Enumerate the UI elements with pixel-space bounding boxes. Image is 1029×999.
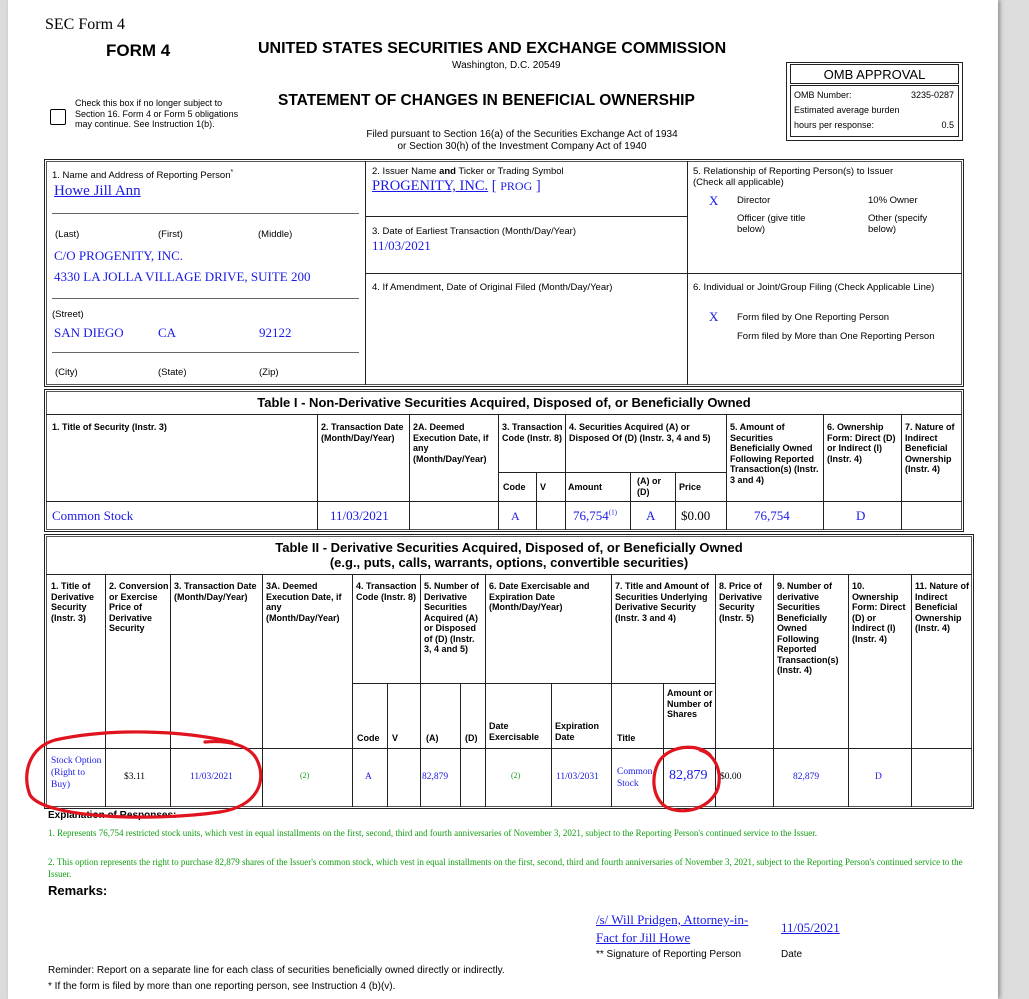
t1-h7: 7. Nature of Indirect Beneficial Ownership (Instr. 4) — [905, 422, 955, 474]
omb-number-label: OMB Number: — [794, 90, 852, 100]
no-longer-subject-checkbox[interactable] — [50, 109, 66, 125]
officer-label: Officer (give title below) — [737, 213, 806, 235]
t1-code: Code — [503, 482, 526, 492]
address-line2: 4330 LA JOLLA VILLAGE DRIVE, SUITE 200 — [54, 269, 311, 284]
director-label: Director — [737, 195, 771, 206]
city-label: (City) — [55, 367, 78, 378]
t2-h3a: 3A. Deemed Execution Date, if any (Month/Day/Year) — [266, 581, 342, 623]
omb-title: OMB APPROVAL — [790, 64, 959, 84]
t1-h3: 3. Transaction Code (Instr. 8) — [502, 422, 563, 443]
t2-h9: 9. Number of derivative Securities Beneficially Owned Following Reported Transaction(s) (Instr. 4) — [777, 581, 839, 675]
t2-a: (A) — [426, 733, 439, 743]
t2-d: (D) — [465, 733, 478, 743]
t1-price: Price — [679, 482, 702, 492]
form-number: FORM 4 — [106, 41, 171, 60]
agency-city: Washington, D.C. 20549 — [452, 60, 561, 71]
t2-owned-value: 82,879 — [793, 772, 820, 782]
t2-h5: 5. Number of Derivative Securities Acquired (A) or Disposed of (D) (Instr. 3, 4 and 5) — [424, 581, 480, 654]
t1-aord-value: A — [646, 508, 656, 523]
t1-transaction-date: 11/03/2021 — [330, 508, 389, 523]
t2-v: V — [392, 733, 399, 743]
t1-h4: 4. Securities Acquired (A) or Disposed Of (D) (Instr. 3, 4 and 5) — [569, 422, 711, 443]
t1-h6: 6. Ownership Form: Direct (D) or Indirect (I) (Instr. 4) — [827, 422, 896, 464]
t1-security-title: Common Stock — [52, 508, 134, 523]
middle-label: (Middle) — [258, 229, 293, 240]
t1-h2a: 2A. Deemed Execution Date, if any (Month/Day/Year) — [413, 422, 489, 464]
t1-h1: 1. Title of Security (Instr. 3) — [52, 422, 167, 432]
t2-date-exercisable: Date Exercisable — [489, 721, 540, 742]
t2-h8: 8. Price of Derivative Security (Instr. 5) — [719, 581, 763, 623]
t2-derivative-title: Stock Option (Right to Buy) — [51, 756, 102, 790]
omb-hours-label: hours per response: — [794, 120, 875, 130]
box4-label: 4. If Amendment, Date of Original Filed (Month/Day/Year) — [372, 282, 613, 293]
earliest-transaction-date: 11/03/2021 — [372, 238, 431, 253]
box2-label: 2. Issuer Name and Ticker or Trading Symbol — [372, 166, 564, 177]
t2-h4: 4. Transaction Code (Instr. 8) — [356, 581, 417, 602]
t2-transaction-date: 11/03/2021 — [190, 772, 233, 782]
t2-exercise-price: $3.11 — [124, 772, 146, 782]
t1-code-value: A — [511, 509, 520, 523]
t2-expiration-value: 11/03/2031 — [556, 772, 599, 782]
reporting-person-name[interactable]: Howe Jill Ann — [54, 183, 141, 199]
first-label: (First) — [158, 229, 183, 240]
state-label: (State) — [158, 367, 187, 378]
t2-price-value: $0.00 — [720, 772, 742, 782]
omb-burden: Estimated average burden — [794, 105, 900, 115]
multiple-persons-label: Form filed by More than One Reporting Person — [737, 331, 935, 342]
issuer-ticker: PROGENITY, INC. [ PROG ] — [372, 178, 541, 194]
t1-price-value: $0.00 — [681, 508, 711, 523]
t2-amount-col: Amount or Number of Shares — [667, 688, 713, 719]
signature-label: ** Signature of Reporting Person — [596, 949, 742, 960]
t2-deemed-fn: (2) — [300, 771, 310, 780]
one-person-check: X — [709, 309, 719, 324]
t2-underlying-title: Common Stock — [617, 767, 653, 789]
t1-amount: Amount — [568, 482, 602, 492]
t1-owned-value: 76,754 — [754, 508, 790, 523]
zip-label: (Zip) — [259, 367, 279, 378]
t2-h10: 10. Ownership Form: Direct (D) or Indirect (I) (Instr. 4) — [852, 581, 906, 644]
t2-h6: 6. Date Exercisable and Expiration Date (Month/Day/Year) — [489, 581, 590, 612]
t2-code-value: A — [365, 772, 372, 782]
state-value: CA — [158, 325, 177, 340]
t1-h2: 2. Transaction Date (Month/Day/Year) — [321, 422, 404, 443]
t2-h1: 1. Title of Derivative Security (Instr. 3) — [51, 581, 95, 623]
t2-expiration: Expiration Date — [555, 721, 600, 742]
director-check: X — [709, 193, 719, 208]
ticker-symbol: PROG — [500, 179, 533, 193]
zip-value: 92122 — [259, 325, 292, 340]
omb-hours: 0.5 — [941, 120, 954, 130]
omb-approval-box — [786, 62, 963, 141]
t1-aord: (A) or (D) — [637, 476, 661, 497]
signature-link[interactable]: /s/ Will Pridgen, Attorney-in-Fact for Jill Howe — [596, 912, 749, 945]
box3-label: 3. Date of Earliest Transaction (Month/Day/Year) — [372, 226, 576, 237]
ten-percent-owner-label: 10% Owner — [868, 195, 918, 206]
city-value: SAN DIEGO — [54, 325, 124, 340]
t1-v: V — [540, 482, 547, 492]
footnote-1: 1. Represents 76,754 restricted stock units, which vest in equal installments on the first, second, third and fourth anniversaries of November 3, 2021, subject to the Reporting Person's continued service to the Issuer. — [48, 828, 817, 838]
footnote-2: 2. This option represents the right to purchase 82,879 shares of the Issuer's common stock, which vest in equal installments on the first, second, third and fourth anniversaries of November 3, 2021, subject to the Reporting Person's continued service to the Issuer. — [48, 857, 963, 879]
reminder-text: Reminder: Report on a separate line for each class of securities beneficially owned directly or indirectly. — [48, 965, 505, 976]
t2-h11: 11. Nature of Indirect Beneficial Ownership (Instr. 4) — [915, 581, 970, 633]
t2-title-col: Title — [617, 733, 636, 743]
t1-h5: 5. Amount of Securities Beneficially Owned Following Reported Transaction(s) (Instr. 3 and 4) — [730, 422, 819, 485]
sec-form-label: SEC Form 4 — [45, 16, 126, 33]
t2-code: Code — [357, 733, 380, 743]
form-title: STATEMENT OF CHANGES IN BENEFICIAL OWNERSHIP — [278, 92, 695, 109]
filed-pursuant: Filed pursuant to Section 16(a) of the Securities Exchange Act of 1934 or Section 30(h) of the Investment Company Act of 1940 — [366, 129, 678, 152]
table1-title: Table I - Non-Derivative Securities Acquired, Disposed of, or Beneficially Owned — [257, 395, 751, 410]
address-line1: C/O PROGENITY, INC. — [54, 248, 184, 263]
form-page — [8, 0, 998, 999]
issuer-name-link[interactable]: PROGENITY, INC. — [372, 178, 489, 194]
t2-h2: 2. Conversion or Exercise Price of Derivative Security — [109, 581, 169, 633]
box6-label: 6. Individual or Joint/Group Filing (Check Applicable Line) — [693, 282, 935, 293]
box1-label: 1. Name and Address of Reporting Person* — [52, 169, 234, 182]
agency-name: UNITED STATES SECURITIES AND EXCHANGE COMMISSION — [258, 40, 727, 57]
one-person-label: Form filed by One Reporting Person — [737, 312, 890, 323]
other-label: Other (specify below) — [868, 213, 928, 235]
t1-form-value: D — [856, 508, 866, 523]
multiple-persons-note: * If the form is filed by more than one reporting person, see Instruction 4 (b)(v). — [48, 981, 396, 992]
t2-h3: 3. Transaction Date (Month/Day/Year) — [174, 581, 257, 602]
box5-label: 5. Relationship of Reporting Person(s) to Issuer (Check all applicable) — [693, 166, 894, 188]
t1-amount-value: 76,754$^{(1)}$ — [573, 508, 617, 523]
explanation-title: Explanation of Responses: — [48, 810, 177, 821]
t2-h7: 7. Title and Amount of Securities Underlying Derivative Security (Instr. 3 and 4) — [615, 581, 709, 623]
date-label: Date — [781, 949, 803, 960]
table2-title: Table II - Derivative Securities Acquired, Disposed of, or Beneficially Owned (e.g., puts, calls, warrants, options, convertible securities) — [275, 540, 743, 570]
street-label: (Street) — [52, 309, 84, 320]
t2-date-ex-fn: (2) — [511, 771, 521, 780]
t2-form-value: D — [875, 772, 882, 782]
checkbox-text: Check this box if no longer subject to Section 16. Form 4 or Form 5 obligations may continue. See Instruction 1(b). — [75, 98, 239, 129]
last-label: (Last) — [55, 229, 80, 240]
t2-acquired-value: 82,879 — [422, 772, 449, 782]
t2-underlying-amount: 82,879 — [669, 768, 708, 783]
signature-date: 11/05/2021 — [781, 920, 840, 935]
omb-number: 3235-0287 — [910, 90, 954, 100]
remarks-label: Remarks: — [48, 883, 108, 898]
